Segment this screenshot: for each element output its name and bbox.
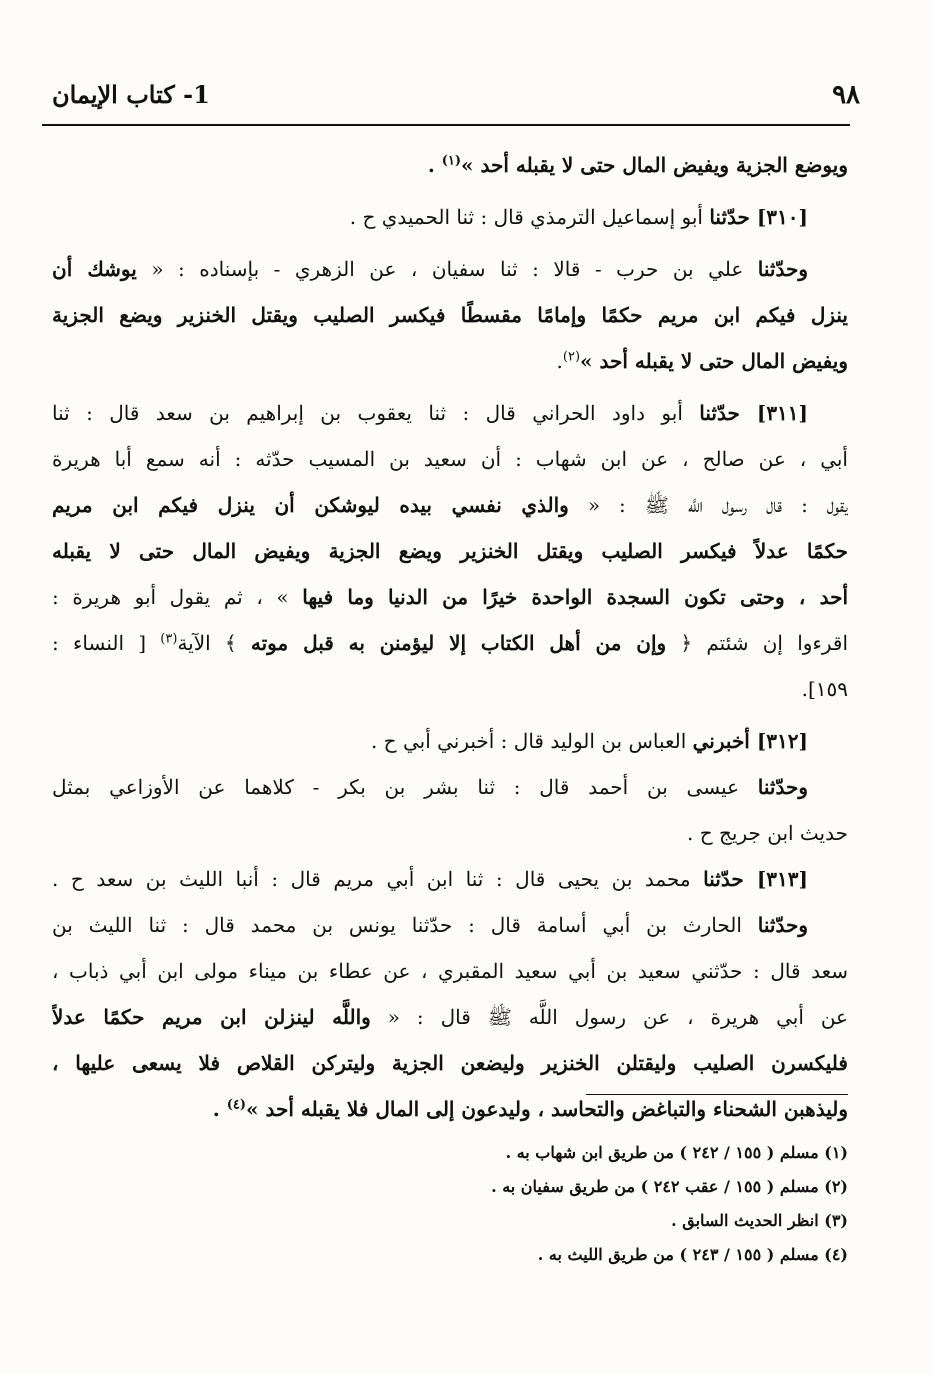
hadith-310-heading [52,194,848,240]
hadith-number: [٣١٠] حدّثنا [709,205,808,229]
hadith-311-heading [52,390,848,436]
hadith-text: ويفيض المال حتى لا يقبله أحد » [580,349,848,373]
verse-reference: [ النساء : [52,631,161,655]
hadith-text: ويوضع الجزية ويفيض المال حتى لا يقبله أحد » [461,153,848,177]
footnote-1: (١) مسلم ( ١٥٥ / ٢٤٢ ) من طريق ابن شهاب به . [505,1143,848,1162]
footnote-ref: (٢) [562,349,581,365]
quran-verse: وإن من أهل الكتاب إلا ليؤمنن به قبل موته [250,631,667,655]
isnad-text: العباس بن الوليد قال : أخبرني أبي ح . [370,729,693,753]
isnad-text: الحارث بن أبي أسامة قال : حدّثنا يونس بن محمد قال : ثنا الليث بن [52,913,758,937]
page-header [52,80,860,120]
text-line [52,246,848,292]
hadith-312-heading [52,718,848,764]
punctuation: . [212,1097,227,1121]
footnote-2: (٢) مسلم ( ١٥٥ / عقب ٢٤٢ ) من طريق سفيان به . [491,1177,848,1196]
header-rule [42,124,850,126]
text-line [52,338,848,384]
text-line [52,994,848,1040]
text-line [52,142,848,188]
footnote-ref: (١) [441,153,462,169]
text-line [52,902,848,948]
isnad-text: عيسى بن أحمد قال : ثنا بشر بن بكر - كلاهما عن الأوزاعي بمثل [52,775,758,799]
text-line [52,1086,848,1132]
hadith-number: [٣١١] حدّثنا [699,401,809,425]
hadith-text: واللَّه لينزلن ابن مريم حكمًا عدلاً [52,1005,371,1029]
text-line: حديث ابن جريج ح . [687,821,848,845]
text-line: فليكسرن الصليب وليقتلن الخنزير وليضعن الجزية وليتركن القلاص فلا يسعى عليها ، [52,1051,848,1075]
footnote-ref: (٤) [226,1097,247,1113]
footnote-ref: (٣) [160,631,178,647]
hadith-number: [٣١٢] أخبرني [692,729,808,753]
hadith-text: أحد ، وحتى تكون السجدة الواحدة خيرًا من الدنيا وما فيها [302,585,848,609]
isnad-text: علي بن حرب - قالا : ثنا سفيان ، عن الزهري - بإسناده : « [136,257,758,281]
isnad-text: عن أبي هريرة ، عن رسول اللَّه ﷺ قال : « [370,1005,848,1029]
text-line: أبي ، عن صالح ، عن ابن شهاب : أن سعيد بن المسيب حدّثه : أنه سمع أبا هريرة [52,447,848,471]
punctuation: . [427,153,442,177]
page-number: ٩٨ [832,80,860,110]
isnad-text: أبو داود الحراني قال : ثنا يعقوب بن إبراهيم بن سعد قال : ثنا [52,401,700,425]
hadith-number: [٣١٣] حدّثنا [703,867,808,891]
text-line [52,482,848,528]
text-line [52,620,848,666]
text-line [52,764,848,810]
text-line [52,574,848,620]
text-line: ١٥٩]. [801,677,848,701]
hadith-313-heading [52,856,848,902]
text-line: ينزل فيكم ابن مريم حكمًا وإمامًا مقسطًا فيكسر الصليب ويقتل الخنزير ويضع الجزية [52,303,848,327]
isnad-text: محمد بن يحيى قال : ثنا ابن أبي مريم قال : أنبا الليث بن سعد ح . [52,867,704,891]
footnotes [52,1136,848,1272]
isnad-text: أبو إسماعيل الترمذي قال : ثنا الحميدي ح . [349,205,710,229]
text-line: سعد قال : حدّثني سعيد بن أبي سعيد المقبري ، عن عطاء بن ميناء مولى ابن أبي ذباب ، [52,959,848,983]
chapter-title: 1- كتاب الإيمان [52,80,210,109]
isnad-lead: وحدّثنا [757,775,808,799]
isnad-lead: وحدّثنا [757,913,808,937]
page-body [52,142,848,1132]
footnote-rule [586,1094,848,1095]
hadith-text: والذي نفسي بيده ليوشكن أن ينزل فيكم ابن مريم [52,493,569,517]
narration-text: ﴾ الآية [177,631,251,655]
narration-text: اقرءوا إن شئتم ﴿ [666,631,848,655]
punctuation: . [556,349,563,373]
footnote-4: (٤) مسلم ( ١٥٥ / ٢٤٣ ) من طريق الليث به . [537,1245,848,1264]
hadith-text: يوشك أن [52,257,137,281]
narration-text: » ، ثم يقول أبو هريرة : [52,585,303,609]
hadith-text: وليذهبن الشحناء والتباغض والتحاسد ، وليدعون إلى المال فلا يقبله أحد » [246,1097,848,1121]
text-line: حكمًا عدلاً فيكسر الصليب ويقتل الخنزير ويضع الجزية ويفيض المال حتى لا يقبله [52,539,848,563]
isnad-lead: وحدّثنا [757,257,809,281]
isnad-text: يقول : قال رسول اللَّه ﷺ : « [568,493,848,517]
footnote-3: (٣) انظر الحديث السابق . [671,1211,848,1230]
